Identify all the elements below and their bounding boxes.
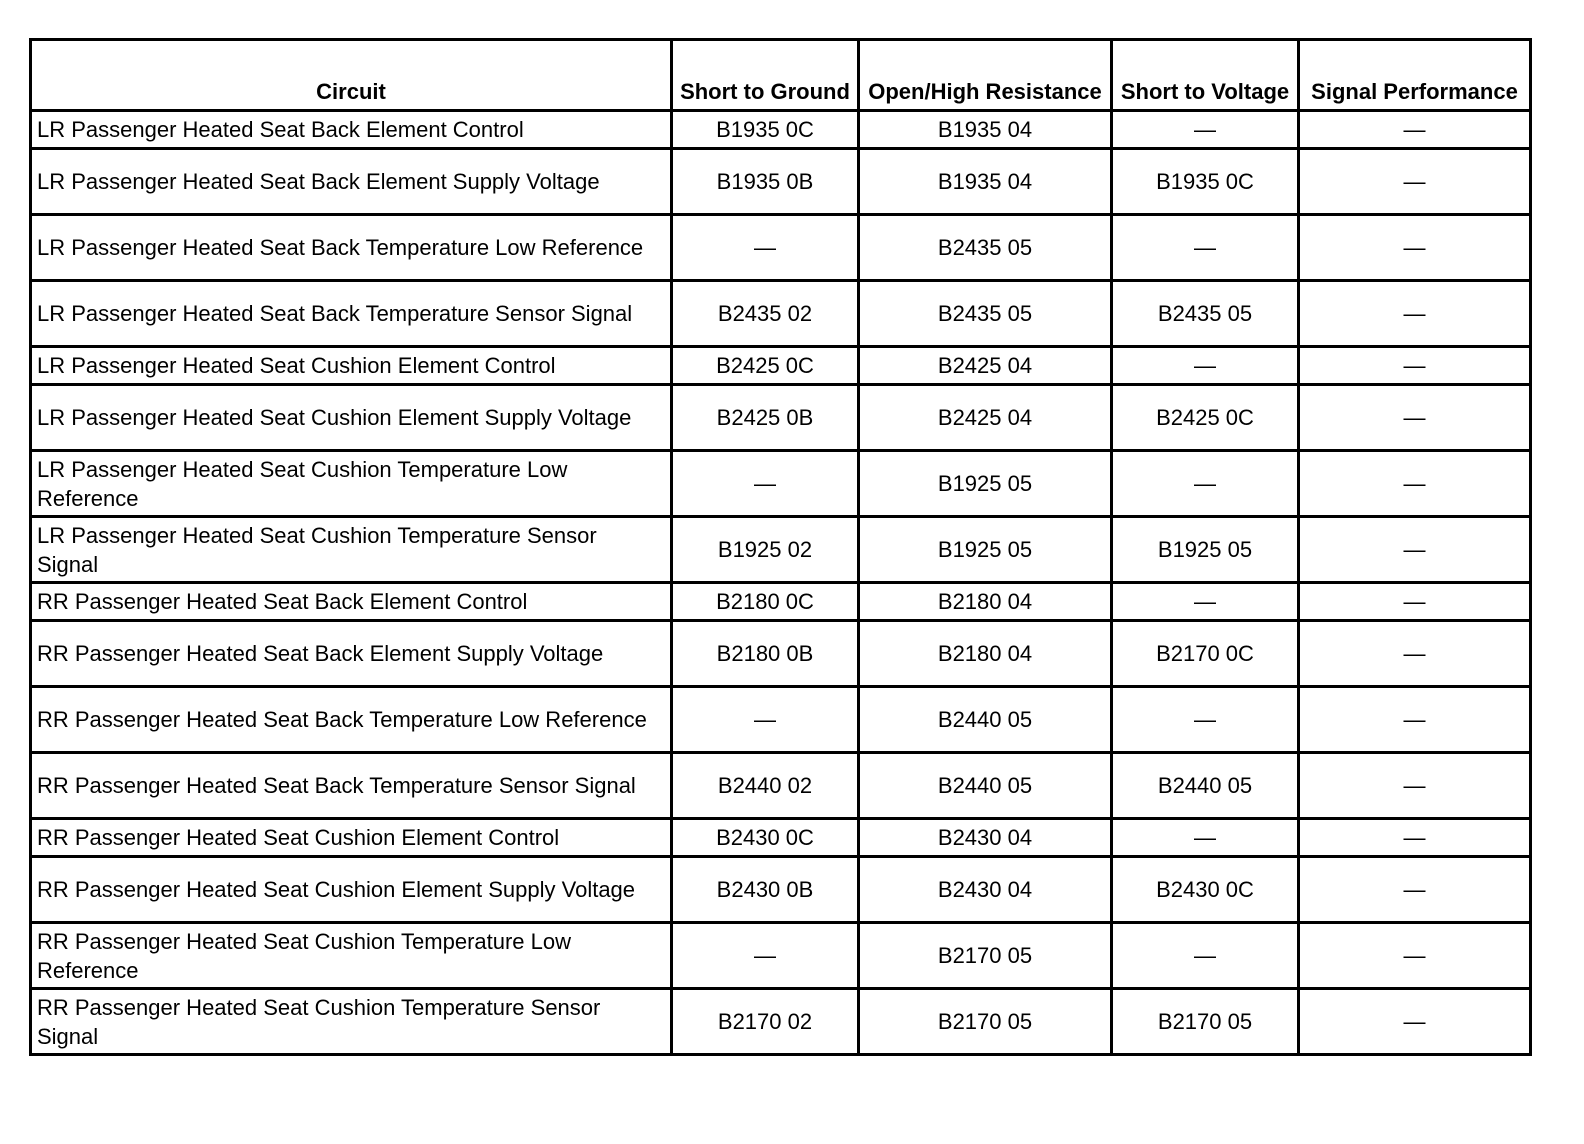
table-row	[31, 517, 1531, 583]
header-short-to-ground: Short to Ground	[672, 40, 859, 111]
cell-open-high-resistance: B2170 05	[859, 923, 1112, 989]
table-row	[31, 111, 1531, 149]
cell-short-to-voltage: —	[1112, 819, 1299, 857]
cell-short-to-voltage: —	[1112, 215, 1299, 281]
cell-short-to-ground: —	[672, 923, 859, 989]
cell-signal-performance: —	[1299, 149, 1531, 215]
table-row	[31, 451, 1531, 517]
cell-short-to-voltage: —	[1112, 347, 1299, 385]
cell-open-high-resistance: B1935 04	[859, 111, 1112, 149]
cell-circuit: RR Passenger Heated Seat Back Temperature Sensor Signal	[31, 753, 672, 819]
header-open-high-resistance: Open/High Resistance	[859, 40, 1112, 111]
cell-circuit: RR Passenger Heated Seat Back Temperature Low Reference	[31, 687, 672, 753]
cell-circuit: LR Passenger Heated Seat Back Temperature Sensor Signal	[31, 281, 672, 347]
cell-open-high-resistance: B2425 04	[859, 347, 1112, 385]
table-row	[31, 989, 1531, 1055]
cell-signal-performance: —	[1299, 989, 1531, 1055]
cell-short-to-voltage: B2435 05	[1112, 281, 1299, 347]
cell-short-to-voltage: —	[1112, 583, 1299, 621]
cell-open-high-resistance: B2435 05	[859, 281, 1112, 347]
cell-signal-performance: —	[1299, 215, 1531, 281]
cell-open-high-resistance: B2430 04	[859, 819, 1112, 857]
table-row	[31, 583, 1531, 621]
cell-circuit: LR Passenger Heated Seat Back Element Control	[31, 111, 672, 149]
cell-open-high-resistance: B2425 04	[859, 385, 1112, 451]
table-row	[31, 621, 1531, 687]
cell-signal-performance: —	[1299, 385, 1531, 451]
cell-short-to-ground: B1935 0B	[672, 149, 859, 215]
table-row	[31, 923, 1531, 989]
cell-circuit: RR Passenger Heated Seat Cushion Element Control	[31, 819, 672, 857]
cell-circuit: RR Passenger Heated Seat Cushion Temperature Sensor Signal	[31, 989, 672, 1055]
header-short-to-voltage: Short to Voltage	[1112, 40, 1299, 111]
table-row	[31, 819, 1531, 857]
header-signal-performance: Signal Performance	[1299, 40, 1531, 111]
cell-short-to-voltage: B2440 05	[1112, 753, 1299, 819]
cell-signal-performance: —	[1299, 517, 1531, 583]
cell-signal-performance: —	[1299, 347, 1531, 385]
cell-signal-performance: —	[1299, 451, 1531, 517]
cell-circuit: LR Passenger Heated Seat Cushion Temperature Sensor Signal	[31, 517, 672, 583]
cell-circuit: LR Passenger Heated Seat Cushion Element Supply Voltage	[31, 385, 672, 451]
cell-circuit: LR Passenger Heated Seat Back Element Supply Voltage	[31, 149, 672, 215]
cell-signal-performance: —	[1299, 281, 1531, 347]
header-circuit: Circuit	[31, 40, 672, 111]
cell-short-to-voltage: —	[1112, 687, 1299, 753]
cell-short-to-voltage: B1925 05	[1112, 517, 1299, 583]
cell-open-high-resistance: B1935 04	[859, 149, 1112, 215]
cell-circuit: RR Passenger Heated Seat Back Element Supply Voltage	[31, 621, 672, 687]
cell-signal-performance: —	[1299, 687, 1531, 753]
cell-open-high-resistance: B2180 04	[859, 583, 1112, 621]
cell-short-to-ground: B2180 0B	[672, 621, 859, 687]
cell-short-to-ground: B2435 02	[672, 281, 859, 347]
table-row	[31, 281, 1531, 347]
cell-signal-performance: —	[1299, 753, 1531, 819]
cell-short-to-voltage: B1935 0C	[1112, 149, 1299, 215]
cell-short-to-ground: B1925 02	[672, 517, 859, 583]
table-header-row	[31, 40, 1531, 111]
cell-open-high-resistance: B2180 04	[859, 621, 1112, 687]
cell-short-to-voltage: —	[1112, 111, 1299, 149]
cell-open-high-resistance: B2430 04	[859, 857, 1112, 923]
cell-open-high-resistance: B2440 05	[859, 687, 1112, 753]
cell-open-high-resistance: B1925 05	[859, 517, 1112, 583]
cell-signal-performance: —	[1299, 857, 1531, 923]
cell-short-to-ground: B2425 0B	[672, 385, 859, 451]
cell-short-to-ground: B2430 0C	[672, 819, 859, 857]
cell-signal-performance: —	[1299, 621, 1531, 687]
table-row	[31, 753, 1531, 819]
cell-signal-performance: —	[1299, 819, 1531, 857]
cell-signal-performance: —	[1299, 111, 1531, 149]
cell-short-to-ground: B1935 0C	[672, 111, 859, 149]
cell-short-to-ground: B2425 0C	[672, 347, 859, 385]
table-row	[31, 215, 1531, 281]
cell-circuit: LR Passenger Heated Seat Cushion Temperature Low Reference	[31, 451, 672, 517]
cell-circuit: RR Passenger Heated Seat Cushion Element Supply Voltage	[31, 857, 672, 923]
table-row	[31, 347, 1531, 385]
cell-signal-performance: —	[1299, 923, 1531, 989]
cell-open-high-resistance: B2435 05	[859, 215, 1112, 281]
cell-short-to-ground: B2440 02	[672, 753, 859, 819]
cell-short-to-ground: B2180 0C	[672, 583, 859, 621]
table-row	[31, 857, 1531, 923]
dtc-circuit-table	[29, 38, 1532, 1056]
cell-open-high-resistance: B2170 05	[859, 989, 1112, 1055]
cell-short-to-voltage: B2170 05	[1112, 989, 1299, 1055]
cell-short-to-voltage: B2170 0C	[1112, 621, 1299, 687]
cell-signal-performance: —	[1299, 583, 1531, 621]
cell-circuit: LR Passenger Heated Seat Cushion Element Control	[31, 347, 672, 385]
cell-short-to-ground: —	[672, 215, 859, 281]
cell-circuit: RR Passenger Heated Seat Cushion Temperature Low Reference	[31, 923, 672, 989]
cell-short-to-ground: B2430 0B	[672, 857, 859, 923]
table-row	[31, 385, 1531, 451]
cell-short-to-ground: B2170 02	[672, 989, 859, 1055]
cell-open-high-resistance: B2440 05	[859, 753, 1112, 819]
cell-circuit: RR Passenger Heated Seat Back Element Control	[31, 583, 672, 621]
cell-short-to-voltage: —	[1112, 451, 1299, 517]
cell-short-to-voltage: —	[1112, 923, 1299, 989]
cell-open-high-resistance: B1925 05	[859, 451, 1112, 517]
cell-short-to-ground: —	[672, 687, 859, 753]
table-row	[31, 149, 1531, 215]
cell-short-to-voltage: B2430 0C	[1112, 857, 1299, 923]
table-row	[31, 687, 1531, 753]
cell-short-to-ground: —	[672, 451, 859, 517]
cell-short-to-voltage: B2425 0C	[1112, 385, 1299, 451]
cell-circuit: LR Passenger Heated Seat Back Temperature Low Reference	[31, 215, 672, 281]
